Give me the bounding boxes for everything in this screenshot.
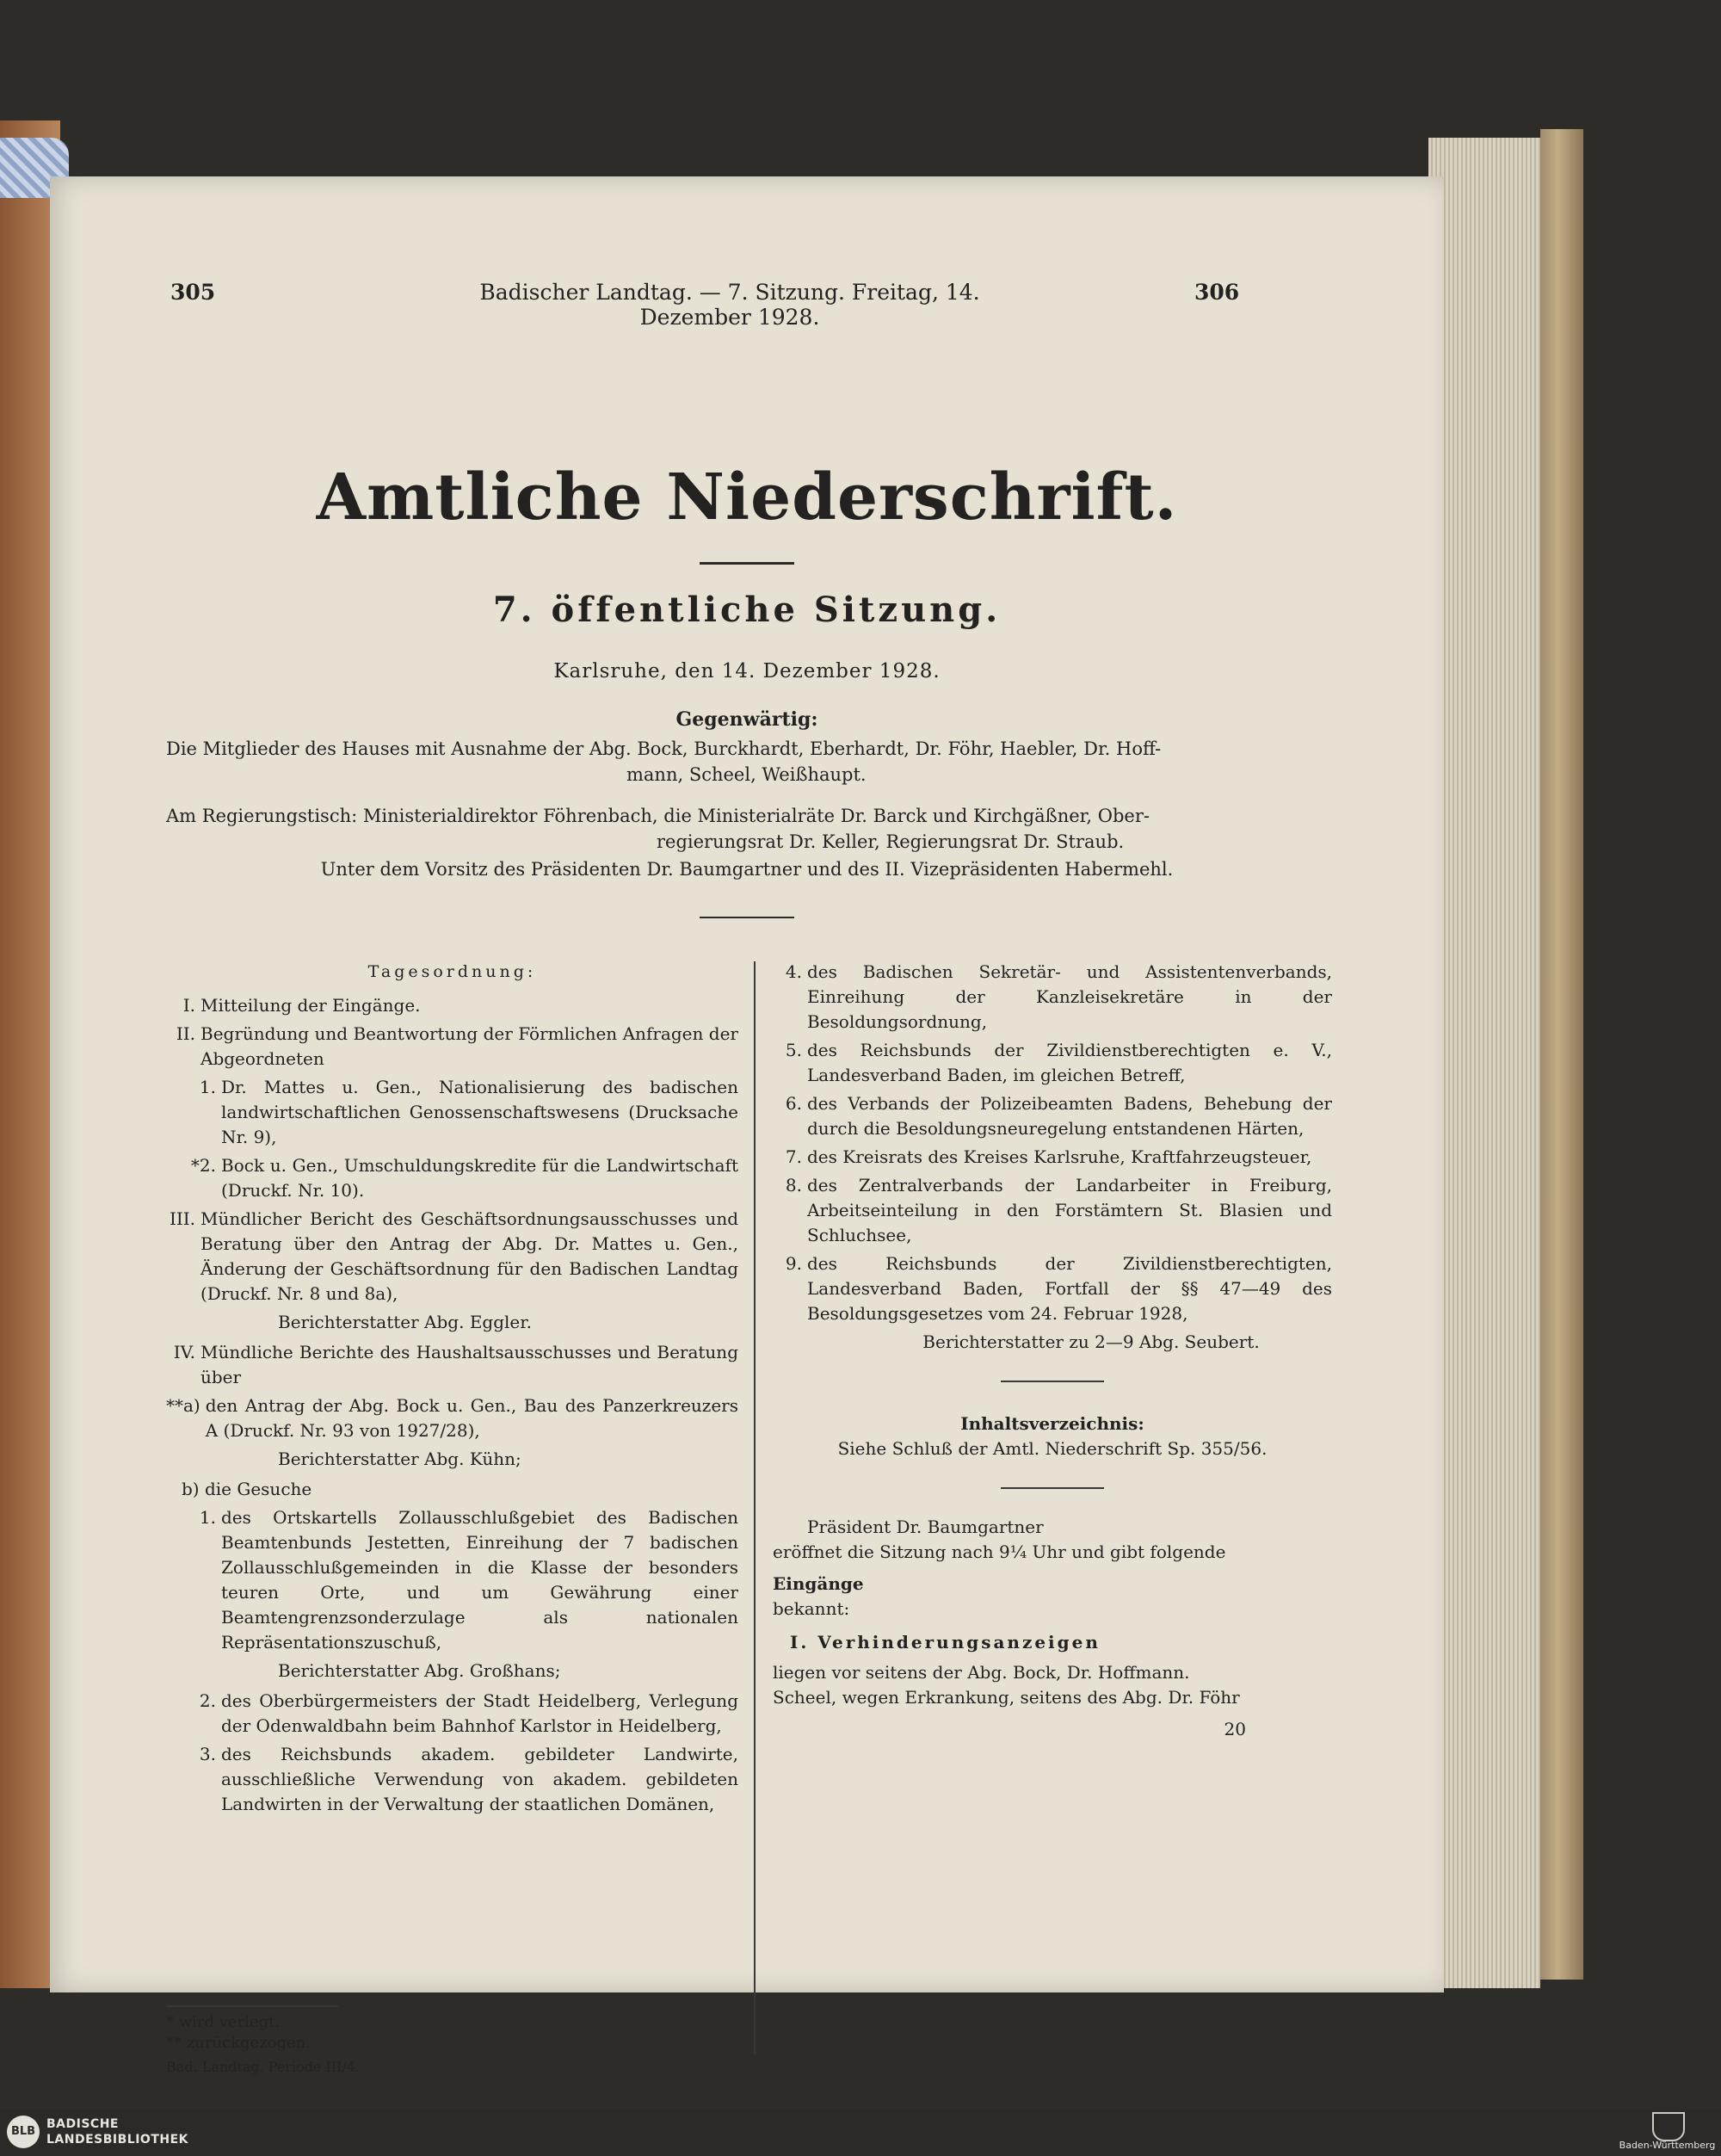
agenda-item <box>166 993 738 1018</box>
agenda-subitem <box>166 1505 738 1655</box>
footnote: * wird verlegt. <box>166 2013 281 2031</box>
footnote-rule <box>166 2005 338 2007</box>
president-line: Präsident Dr. Baumgartner <box>807 1517 1044 1537</box>
footnote: ** zurückgezogen. <box>166 2034 311 2052</box>
agenda-subitem <box>773 960 1332 1035</box>
item-number: I. <box>182 995 195 1016</box>
divider-rule <box>1001 1487 1104 1489</box>
government-line-1: Am Regierungstisch: Ministerialdirektor Föhrenbach, die Ministerialräte Dr. Barck und Kirchgäßner, Ober- <box>166 806 1150 826</box>
item-number: **a) <box>166 1395 200 1416</box>
agenda-subitem <box>773 1251 1332 1326</box>
item-number: 6. <box>785 1093 802 1114</box>
item-text: Bock u. Gen., Umschuldungskredite für die Landwirtschaft (Druckf. Nr. 10). <box>221 1155 738 1201</box>
eingaenge-heading: Eingänge <box>773 1573 864 1594</box>
item-text: des Reichsbunds akadem. gebildeter Landwirte, ausschließliche Verwendung von akadem. gebildeten Landwirten in der Verwaltung der staatlichen Domänen, <box>221 1744 738 1814</box>
session-subtitle: 7. öffentliche Sitzung. <box>492 590 1002 630</box>
item-text: Mündlicher Bericht des Geschäftsordnungsausschusses und Beratung über den Antrag der Abg. Dr. Mattes u. Gen., Änderung der Geschäftsordnung für den Badischen Landtag (Druckf. Nr. 8 und 8a), <box>200 1208 738 1304</box>
agenda-title: Tagesordnung: <box>367 962 537 981</box>
imprint: Bad. Landtag. Periode III/4. <box>166 2059 361 2075</box>
bekannt-line: bekannt: <box>773 1598 850 1619</box>
item-text: des Zentralverbands der Landarbeiter in Freiburg, Arbeitseinteilung in den Forstämtern St. Blasien und Schluchsee, <box>807 1175 1332 1245</box>
agenda-subitem <box>773 1091 1332 1141</box>
item-number: 5. <box>785 1040 802 1060</box>
library-line-1: BADISCHE <box>46 2117 119 2131</box>
item-number: IV. <box>173 1342 195 1362</box>
petitions-label: b) die Gesuche <box>182 1479 312 1499</box>
members-paragraph <box>166 736 1285 788</box>
government-line-2: regierungsrat Dr. Keller, Regierungsrat Dr. Straub. <box>657 831 1125 852</box>
library-line-2: LANDESBIBLIOTHEK <box>46 2133 189 2147</box>
item-number: 1. <box>199 1077 216 1097</box>
item-text: des Reichsbunds der Zivildienstberechtigten e. V., Landesverband Baden, im gleichen Betreff, <box>807 1040 1332 1085</box>
state-label: Baden-Württemberg <box>1619 2140 1716 2151</box>
section-rule <box>700 917 794 918</box>
blb-logo-icon[interactable]: BLB <box>7 2116 40 2148</box>
absence-line: Scheel, wegen Erkrankung, seitens des Abg. Dr. Föhr <box>773 1687 1240 1708</box>
opening-line: eröffnet die Sitzung nach 9¼ Uhr und gibt folgende <box>773 1541 1226 1562</box>
toc-text: Siehe Schluß der Amtl. Niederschrift Sp. 355/56. <box>837 1438 1268 1459</box>
agenda-subitem <box>773 1173 1332 1248</box>
agenda-subitem <box>166 1075 738 1150</box>
item-text: des Badischen Sekretär- und Assistentenverbands, Einreihung der Kanzleisekretäre in der Besoldungsordnung, <box>807 961 1332 1032</box>
toc-title: Inhaltsverzeichnis: <box>960 1413 1144 1434</box>
coat-of-arms-icon <box>1652 2112 1685 2141</box>
item-number: 8. <box>785 1175 802 1195</box>
agenda-subitem <box>166 1689 738 1739</box>
item-number: II. <box>176 1023 195 1044</box>
item-text: Mitteilung der Eingänge. <box>200 995 421 1016</box>
agenda-subitem <box>166 1742 738 1817</box>
item-text: des Verbands der Polizeibeamten Badens, Behebung der durch die Besoldungsneuregelung entstandenen Härten, <box>807 1093 1332 1139</box>
present-label: Gegenwärtig: <box>675 708 818 731</box>
library-name[interactable] <box>46 2116 188 2147</box>
item-text: Mündliche Berichte des Haushaltsausschusses und Beratung über <box>200 1342 738 1387</box>
left-page-number: 305 <box>170 280 216 305</box>
members-line-2: mann, Scheel, Weißhaupt. <box>626 764 867 785</box>
running-title: Badischer Landtag. — 7. Sitzung. Freitag, 14. Dezember 1928. <box>479 280 980 330</box>
right-column <box>773 960 1332 1742</box>
divider-rule <box>1001 1381 1104 1382</box>
item-text: Dr. Mattes u. Gen., Nationalisierung des badischen landwirtschaftlichen Genossenschaftswesens (Drucksache Nr. 9), <box>221 1077 738 1147</box>
item-text: des Kreisrats des Kreises Karlsruhe, Kraftfahrzeugsteuer, <box>807 1146 1312 1167</box>
reporter-line: Berichterstatter zu 2—9 Abg. Seubert. <box>922 1331 1260 1352</box>
item-text: Begründung und Beantwortung der Förmlichen Anfragen der Abgeordneten <box>200 1023 738 1069</box>
agenda-subitem <box>773 1038 1332 1088</box>
agenda-subitem <box>166 1393 738 1443</box>
item-number: 2. <box>199 1690 216 1711</box>
members-line-1: Die Mitglieder des Hauses mit Ausnahme der Abg. Bock, Burckhardt, Eberhardt, Dr. Föhr, Haebler, Dr. Hoff- <box>166 738 1162 759</box>
item-number: 1. <box>199 1507 216 1528</box>
page-stack <box>1428 138 1540 1988</box>
item-text: des Oberbürgermeisters der Stadt Heidelberg, Verlegung der Odenwaldbahn beim Bahnhof Karlstor in Heidelberg, <box>221 1690 738 1736</box>
item-number: 7. <box>785 1146 802 1167</box>
title-rule <box>700 562 794 565</box>
reporter-line: Berichterstatter Abg. Kühn; <box>278 1449 521 1469</box>
agenda-item <box>166 1207 738 1307</box>
chair-line: Unter dem Vorsitz des Präsidenten Dr. Baumgartner und des II. Vizepräsidenten Habermehl. <box>320 859 1174 880</box>
reporter-line: Berichterstatter Abg. Großhans; <box>278 1660 561 1681</box>
place-date: Karlsruhe, den 14. Dezember 1928. <box>553 660 941 683</box>
agenda-item <box>166 1022 738 1072</box>
page-signature: 20 <box>1224 1719 1246 1739</box>
item-number: 3. <box>199 1744 216 1764</box>
footnotes <box>166 2005 510 2078</box>
agenda-subitem <box>773 1145 1332 1170</box>
document-title: Amtliche Niederschrift. <box>316 460 1178 534</box>
section-heading: I. Verhinderungsanzeigen <box>790 1632 1101 1653</box>
item-number: III. <box>169 1208 195 1229</box>
book-cover-right <box>1540 129 1583 1980</box>
agenda-subitem <box>166 1153 738 1203</box>
item-text: des Reichsbunds der Zivildienstberechtigten, Landesverband Baden, Fortfall der §§ 47—49 des Besoldungsgesetzes vom 24. Februar 1928, <box>807 1253 1332 1324</box>
government-paragraph <box>166 803 1285 855</box>
item-number: 9. <box>785 1253 802 1274</box>
column-divider <box>754 961 756 2054</box>
left-column <box>166 960 738 1820</box>
agenda-item <box>166 1340 738 1390</box>
item-number: 4. <box>785 961 802 982</box>
item-number: *2. <box>190 1155 216 1176</box>
right-page-number: 306 <box>1194 280 1240 305</box>
document-page <box>50 176 1444 2075</box>
footer-bar <box>0 2109 1721 2156</box>
item-text: den Antrag der Abg. Bock u. Gen., Bau des Panzerkreuzers A (Druckf. Nr. 93 von 1927/28), <box>205 1395 738 1441</box>
reporter-line: Berichterstatter Abg. Eggler. <box>278 1312 532 1332</box>
item-text: des Ortskartells Zollausschlußgebiet des Badischen Beamtenbunds Jestetten, Einreihung der 7 badischen Zollausschlußgemeinden in die Klasse der besonders teuren Orte, und um Gewährung einer Beamtengrenzsonderzulage als nationalen Repräsentationszuschuß, <box>221 1507 738 1653</box>
absence-line: liegen vor seitens der Abg. Bock, Dr. Hoffmann. <box>773 1662 1190 1683</box>
